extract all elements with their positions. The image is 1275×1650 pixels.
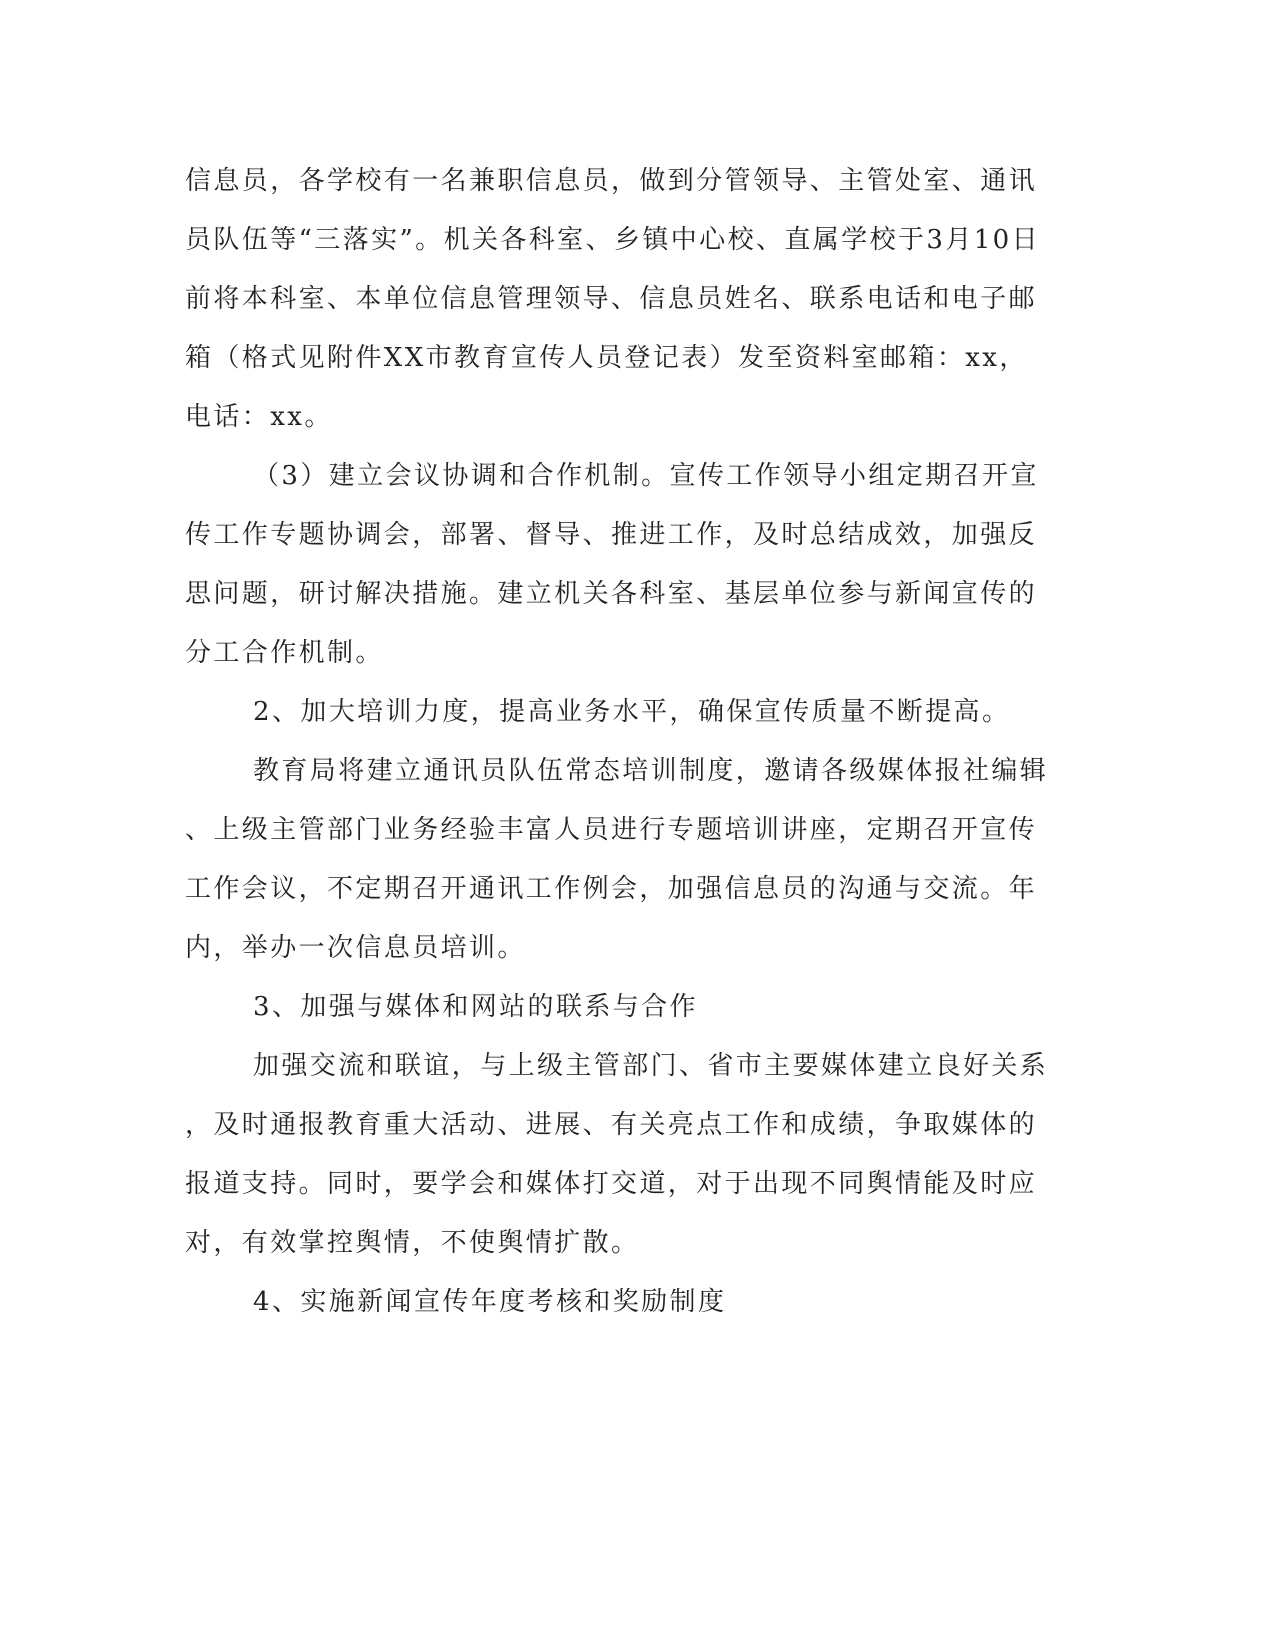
paragraph-media <box>185 1037 1065 1273</box>
text-line: 报道支持。同时，要学会和媒体打交道，对于出现不同舆情能及时应 <box>185 1169 1038 1199</box>
text-line: 2、加大培训力度，提高业务水平，确保宣传质量不断提高。 <box>253 697 1011 727</box>
text-line: 分工合作机制。 <box>185 638 384 668</box>
text-line: 工作会议，不定期召开通讯工作例会，加强信息员的沟通与交流。年 <box>185 874 1038 904</box>
text-line: 传工作专题协调会，部署、督导、推进工作，及时总结成效，加强反 <box>185 520 1038 550</box>
text-line: 3、加强与媒体和网站的联系与合作 <box>253 992 698 1022</box>
text-line: 思问题，研讨解决措施。建立机关各科室、基层单位参与新闻宣传的 <box>185 579 1038 609</box>
paragraph-training <box>185 742 1065 978</box>
text-line: 教育局将建立通讯员队伍常态培训制度，邀请各级媒体报社编辑 <box>253 756 1049 786</box>
text-line: （3）建立会议协调和合作机制。宣传工作领导小组定期召开宣 <box>253 461 1039 491</box>
text-line: 信息员，各学校有一名兼职信息员，做到分管领导、主管处室、通讯 <box>185 166 1038 196</box>
heading-media-cooperation <box>185 978 1065 1037</box>
paragraph-staffing <box>185 152 1065 447</box>
text-line: 箱（格式见附件XX市教育宣传人员登记表）发至资料室邮箱：xx， <box>185 343 1028 373</box>
text-line: 电话：xx。 <box>185 402 333 432</box>
text-line: ，及时通报教育重大活动、进展、有关亮点工作和成绩，争取媒体的 <box>185 1110 1038 1140</box>
paragraph-meeting-mechanism <box>185 447 1065 683</box>
text-line: 、上级主管部门业务经验丰富人员进行专题培训讲座，定期召开宣传 <box>185 815 1038 845</box>
text-line: 对，有效掌控舆情，不使舆情扩散。 <box>185 1228 640 1258</box>
text-line: 前将本科室、本单位信息管理领导、信息员姓名、联系电话和电子邮 <box>185 284 1038 314</box>
text-line: 加强交流和联谊，与上级主管部门、省市主要媒体建立良好关系 <box>253 1051 1049 1081</box>
heading-training <box>185 683 1065 742</box>
text-line: 4、实施新闻宣传年度考核和奖励制度 <box>253 1287 727 1317</box>
text-line: 内，举办一次信息员培训。 <box>185 933 526 963</box>
heading-annual-assessment <box>185 1273 1065 1332</box>
text-line: 员队伍等“三落实”。机关各科室、乡镇中心校、直属学校于3月10日 <box>185 225 1041 255</box>
